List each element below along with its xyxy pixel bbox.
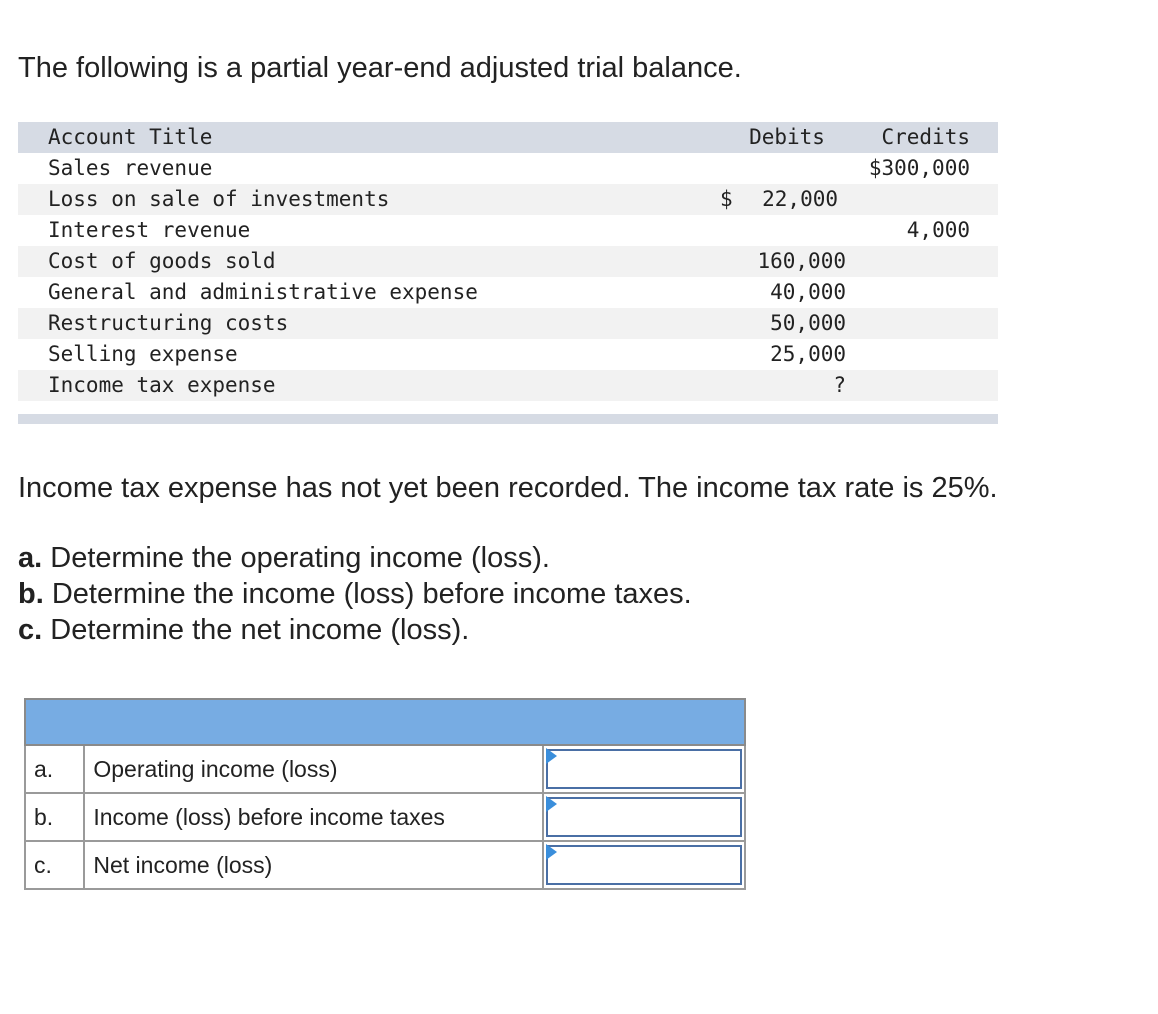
trial-balance-footer-bar	[18, 414, 998, 424]
debit-amount: ?	[608, 370, 854, 401]
credit-amount	[854, 184, 998, 215]
input-flag-icon	[546, 796, 557, 812]
trial-balance-header-row	[18, 122, 998, 153]
answer-letter: c.	[25, 841, 84, 889]
answer-input-cell	[543, 793, 745, 841]
account-name: Cost of goods sold	[18, 246, 608, 277]
trial-balance-row	[18, 246, 998, 277]
answer-letter: b.	[25, 793, 84, 841]
debit-amount: 25,000	[770, 342, 846, 366]
answer-table	[24, 698, 746, 890]
task-text: Determine the income (loss) before income taxes.	[43, 578, 692, 610]
answer-label: Operating income (loss)	[84, 745, 543, 793]
credit-amount: $300,000	[868, 156, 970, 180]
account-name: General and administrative expense	[48, 280, 478, 304]
task-letter: a.	[18, 542, 43, 574]
account-name: Restructuring costs	[18, 308, 608, 339]
task-item	[18, 612, 692, 648]
input-flag-icon	[546, 748, 557, 764]
debit-amount: 50,000	[608, 308, 854, 339]
account-name: Loss on sale of investments	[18, 184, 608, 215]
task-item	[18, 576, 692, 612]
debit-amount	[608, 153, 854, 184]
net-income-input[interactable]	[546, 845, 742, 885]
trial-balance-row	[18, 184, 998, 215]
credit-amount: 4,000	[906, 218, 970, 242]
trial-balance-row	[18, 277, 998, 308]
tax-note: Income tax expense has not yet been recorded. The income tax rate is 25%.	[18, 472, 998, 504]
credit-amount	[854, 308, 998, 339]
credit-amount	[854, 339, 998, 370]
answer-row-net-income	[25, 841, 745, 889]
trial-balance-row	[18, 370, 998, 401]
operating-income-input[interactable]	[546, 749, 742, 789]
task-list	[18, 540, 692, 648]
debit-amount: 160,000	[608, 246, 854, 277]
answer-label: Net income (loss)	[84, 841, 543, 889]
answer-table-header	[25, 699, 745, 745]
answer-header-bar	[25, 699, 745, 745]
account-name: Interest revenue	[48, 218, 251, 242]
trial-balance-row	[18, 215, 998, 246]
answer-letter: a.	[25, 745, 84, 793]
trial-balance-row	[18, 339, 998, 370]
answer-label: Income (loss) before income taxes	[84, 793, 543, 841]
account-name: Selling expense	[48, 342, 238, 366]
intro-text: The following is a partial year-end adjusted trial balance.	[18, 52, 742, 84]
debit-amount	[608, 215, 854, 246]
input-flag-icon	[546, 844, 557, 860]
credits-header: Credits	[854, 122, 998, 153]
answer-row-operating-income	[25, 745, 745, 793]
debit-amount: 40,000	[770, 280, 846, 304]
answer-row-income-before-taxes	[25, 793, 745, 841]
account-name: Sales revenue	[48, 156, 213, 180]
answer-input-cell	[543, 841, 745, 889]
task-text: Determine the net income (loss).	[42, 614, 470, 646]
trial-balance-row	[18, 308, 998, 339]
answer-input-cell	[543, 745, 745, 793]
income-before-taxes-input[interactable]	[546, 797, 742, 837]
trial-balance-row	[18, 153, 998, 184]
task-text: Determine the operating income (loss).	[42, 542, 550, 574]
account-name: Income tax expense	[18, 370, 608, 401]
debits-header: Debits	[608, 122, 854, 153]
credit-amount	[854, 277, 998, 308]
task-item	[18, 540, 692, 576]
task-letter: c.	[18, 614, 43, 646]
task-letter: b.	[18, 578, 44, 610]
credit-amount	[854, 370, 998, 401]
dollar-sign: $	[720, 187, 733, 211]
account-title-header: Account Title	[18, 122, 608, 153]
credit-amount	[854, 246, 998, 277]
debit-amount: $ 22,000	[608, 184, 854, 215]
trial-balance-table	[18, 122, 998, 401]
